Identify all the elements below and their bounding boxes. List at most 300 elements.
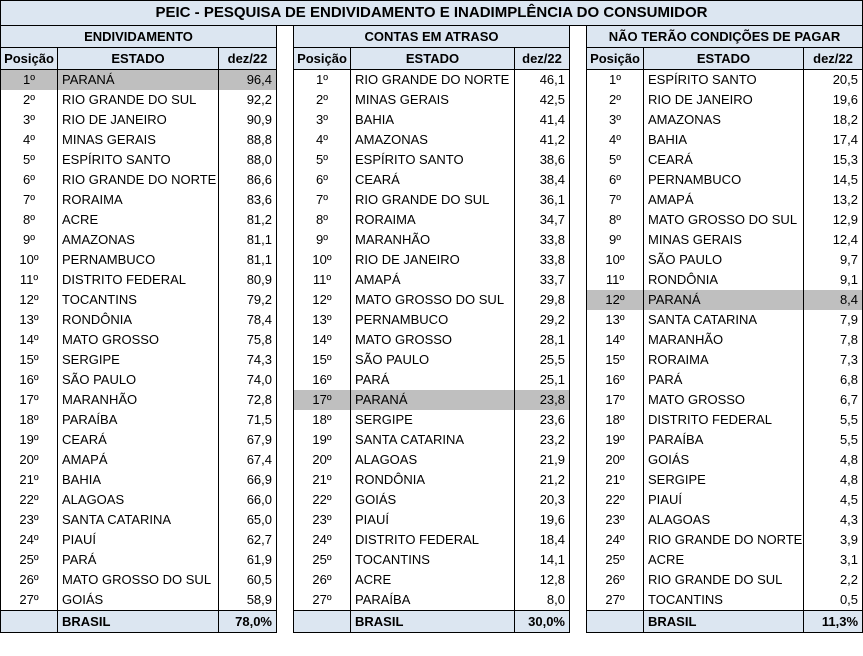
table-row (587, 390, 863, 410)
state-cell: GOIÁS (351, 490, 515, 510)
rank-cell: 22º (294, 490, 351, 510)
state-cell: TOCANTINS (58, 290, 219, 310)
state-cell: BAHIA (58, 470, 219, 490)
rank-cell: 27º (1, 590, 58, 611)
table-row (294, 250, 570, 270)
table-row (587, 310, 863, 330)
state-cell: RIO DE JANEIRO (644, 90, 804, 110)
table-row (294, 150, 570, 170)
column-header-state: ESTADO (351, 48, 515, 70)
table-row (294, 270, 570, 290)
rank-cell: 21º (1, 470, 58, 490)
rank-cell: 15º (587, 350, 644, 370)
value-cell: 8,0 (515, 590, 570, 611)
rank-cell: 26º (294, 570, 351, 590)
value-cell: 58,9 (219, 590, 277, 611)
value-cell: 3,9 (804, 530, 863, 550)
value-cell: 25,5 (515, 350, 570, 370)
rank-cell: 25º (1, 550, 58, 570)
table-row (294, 330, 570, 350)
table-nao-terao-condicoes (586, 25, 863, 633)
state-cell: PARANÁ (351, 390, 515, 410)
value-cell: 7,3 (804, 350, 863, 370)
table-row (1, 90, 277, 110)
value-cell: 65,0 (219, 510, 277, 530)
state-cell: PARANÁ (644, 290, 804, 310)
value-cell: 3,1 (804, 550, 863, 570)
state-cell: PARAÍBA (58, 410, 219, 430)
value-cell: 90,9 (219, 110, 277, 130)
value-cell: 83,6 (219, 190, 277, 210)
table-row (294, 530, 570, 550)
rank-cell: 24º (1, 530, 58, 550)
state-cell: SÃO PAULO (351, 350, 515, 370)
state-cell: AMAPÁ (644, 190, 804, 210)
column-header-value: dez/22 (515, 48, 570, 70)
table-row (294, 370, 570, 390)
table-row (1, 310, 277, 330)
value-cell: 81,2 (219, 210, 277, 230)
rank-cell: 12º (294, 290, 351, 310)
rank-cell: 17º (294, 390, 351, 410)
table-row (1, 190, 277, 210)
value-cell: 74,0 (219, 370, 277, 390)
rank-cell: 22º (1, 490, 58, 510)
rank-cell: 19º (294, 430, 351, 450)
state-cell: GOIÁS (644, 450, 804, 470)
table-row (587, 210, 863, 230)
table-row (294, 230, 570, 250)
rank-cell: 3º (1, 110, 58, 130)
state-cell: AMAZONAS (644, 110, 804, 130)
table-row (294, 110, 570, 130)
value-cell: 66,0 (219, 490, 277, 510)
value-cell: 36,1 (515, 190, 570, 210)
table-row (587, 350, 863, 370)
rank-cell: 18º (294, 410, 351, 430)
value-cell: 18,4 (515, 530, 570, 550)
state-cell: SÃO PAULO (644, 250, 804, 270)
table-row (587, 230, 863, 250)
table-row (1, 290, 277, 310)
table-row (1, 210, 277, 230)
value-cell: 34,7 (515, 210, 570, 230)
rank-cell: 14º (1, 330, 58, 350)
state-cell: MARANHÃO (644, 330, 804, 350)
total-spacer (1, 611, 58, 633)
state-cell: DISTRITO FEDERAL (58, 270, 219, 290)
table-row (587, 470, 863, 490)
total-label: BRASIL (58, 611, 219, 633)
rank-cell: 21º (587, 470, 644, 490)
state-cell: CEARÁ (644, 150, 804, 170)
table-row (587, 490, 863, 510)
rank-cell: 9º (294, 230, 351, 250)
rank-cell: 1º (294, 70, 351, 91)
state-cell: RIO GRANDE DO SUL (644, 570, 804, 590)
state-cell: SANTA CATARINA (351, 430, 515, 450)
rank-cell: 15º (294, 350, 351, 370)
state-cell: PIAUÍ (644, 490, 804, 510)
value-cell: 19,6 (804, 90, 863, 110)
table-row (1, 510, 277, 530)
value-cell: 21,2 (515, 470, 570, 490)
value-cell: 18,2 (804, 110, 863, 130)
table-row (294, 410, 570, 430)
value-cell: 61,9 (219, 550, 277, 570)
rank-cell: 7º (1, 190, 58, 210)
rank-cell: 7º (294, 190, 351, 210)
rank-cell: 25º (587, 550, 644, 570)
table-row (294, 190, 570, 210)
value-cell: 14,1 (515, 550, 570, 570)
rank-cell: 17º (1, 390, 58, 410)
rank-cell: 13º (294, 310, 351, 330)
column-header-state: ESTADO (58, 48, 219, 70)
value-cell: 12,9 (804, 210, 863, 230)
rank-cell: 2º (1, 90, 58, 110)
value-cell: 66,9 (219, 470, 277, 490)
rank-cell: 6º (587, 170, 644, 190)
state-cell: ALAGOAS (58, 490, 219, 510)
state-cell: ACRE (351, 570, 515, 590)
column-header-value: dez/22 (219, 48, 277, 70)
table-row (587, 110, 863, 130)
state-cell: GOIÁS (58, 590, 219, 611)
rank-cell: 27º (587, 590, 644, 611)
state-cell: RORAIMA (58, 190, 219, 210)
state-cell: AMAPÁ (351, 270, 515, 290)
report-title: PEIC - PESQUISA DE ENDIVIDAMENTO E INADIMPLÊNCIA DO CONSUMIDOR (0, 0, 863, 26)
table-row (587, 530, 863, 550)
state-cell: SANTA CATARINA (644, 310, 804, 330)
state-cell: CEARÁ (58, 430, 219, 450)
table-row (587, 410, 863, 430)
table-row (294, 430, 570, 450)
rank-cell: 16º (294, 370, 351, 390)
rank-cell: 13º (587, 310, 644, 330)
state-cell: ESPÍRITO SANTO (58, 150, 219, 170)
value-cell: 6,7 (804, 390, 863, 410)
state-cell: MINAS GERAIS (351, 90, 515, 110)
value-cell: 60,5 (219, 570, 277, 590)
state-cell: RIO DE JANEIRO (58, 110, 219, 130)
table-row (587, 570, 863, 590)
value-cell: 8,4 (804, 290, 863, 310)
value-cell: 62,7 (219, 530, 277, 550)
table-row (587, 550, 863, 570)
value-cell: 88,0 (219, 150, 277, 170)
state-cell: AMAZONAS (58, 230, 219, 250)
rank-cell: 23º (1, 510, 58, 530)
table-row (1, 530, 277, 550)
table-row (587, 290, 863, 310)
state-cell: PERNAMBUCO (644, 170, 804, 190)
state-cell: MARANHÃO (351, 230, 515, 250)
rank-cell: 16º (587, 370, 644, 390)
table-row (1, 410, 277, 430)
state-cell: RONDÔNIA (58, 310, 219, 330)
column-header-position: Posição (294, 48, 351, 70)
value-cell: 23,6 (515, 410, 570, 430)
state-cell: SANTA CATARINA (58, 510, 219, 530)
state-cell: MINAS GERAIS (644, 230, 804, 250)
state-cell: RORAIMA (351, 210, 515, 230)
value-cell: 72,8 (219, 390, 277, 410)
table-row (1, 230, 277, 250)
state-cell: PERNAMBUCO (351, 310, 515, 330)
table-row (1, 550, 277, 570)
table-row (294, 510, 570, 530)
table-row (1, 370, 277, 390)
rank-cell: 12º (587, 290, 644, 310)
value-cell: 2,2 (804, 570, 863, 590)
value-cell: 13,2 (804, 190, 863, 210)
rank-cell: 25º (294, 550, 351, 570)
table-row (587, 250, 863, 270)
column-header-value: dez/22 (804, 48, 863, 70)
state-cell: RIO GRANDE DO NORTE (644, 530, 804, 550)
table-row (1, 150, 277, 170)
rank-cell: 9º (1, 230, 58, 250)
rank-cell: 8º (294, 210, 351, 230)
state-cell: RONDÔNIA (351, 470, 515, 490)
value-cell: 88,8 (219, 130, 277, 150)
state-cell: SERGIPE (58, 350, 219, 370)
column-header-position: Posição (587, 48, 644, 70)
state-cell: PARAÍBA (351, 590, 515, 611)
table-row (587, 370, 863, 390)
state-cell: AMAZONAS (351, 130, 515, 150)
table-row (294, 210, 570, 230)
rank-cell: 26º (1, 570, 58, 590)
table-row (294, 550, 570, 570)
state-cell: MATO GROSSO DO SUL (644, 210, 804, 230)
state-cell: RIO GRANDE DO SUL (351, 190, 515, 210)
state-cell: MATO GROSSO DO SUL (351, 290, 515, 310)
value-cell: 23,8 (515, 390, 570, 410)
value-cell: 7,9 (804, 310, 863, 330)
rank-cell: 6º (1, 170, 58, 190)
rank-cell: 1º (587, 70, 644, 91)
rank-cell: 4º (587, 130, 644, 150)
value-cell: 20,5 (804, 70, 863, 91)
state-cell: RIO DE JANEIRO (351, 250, 515, 270)
table-row (587, 450, 863, 470)
state-cell: ACRE (644, 550, 804, 570)
value-cell: 5,5 (804, 410, 863, 430)
value-cell: 42,5 (515, 90, 570, 110)
value-cell: 17,4 (804, 130, 863, 150)
state-cell: ALAGOAS (644, 510, 804, 530)
total-spacer (587, 611, 644, 633)
table-row (294, 70, 570, 91)
state-cell: MARANHÃO (58, 390, 219, 410)
rank-cell: 2º (587, 90, 644, 110)
table-row (294, 310, 570, 330)
rank-cell: 10º (1, 250, 58, 270)
rank-cell: 20º (587, 450, 644, 470)
state-cell: ACRE (58, 210, 219, 230)
total-value: 11,3% (804, 611, 863, 633)
state-cell: MATO GROSSO (644, 390, 804, 410)
value-cell: 41,4 (515, 110, 570, 130)
value-cell: 38,6 (515, 150, 570, 170)
table-heading: ENDIVIDAMENTO (1, 26, 277, 48)
state-cell: PIAUÍ (351, 510, 515, 530)
value-cell: 80,9 (219, 270, 277, 290)
value-cell: 41,2 (515, 130, 570, 150)
value-cell: 9,7 (804, 250, 863, 270)
table-row (1, 450, 277, 470)
rank-cell: 6º (294, 170, 351, 190)
rank-cell: 5º (1, 150, 58, 170)
table-row (294, 590, 570, 611)
value-cell: 78,4 (219, 310, 277, 330)
rank-cell: 22º (587, 490, 644, 510)
total-value: 30,0% (515, 611, 570, 633)
rank-cell: 10º (294, 250, 351, 270)
state-cell: RIO GRANDE DO NORTE (58, 170, 219, 190)
table-row (294, 450, 570, 470)
value-cell: 6,8 (804, 370, 863, 390)
value-cell: 0,5 (804, 590, 863, 611)
total-label: BRASIL (351, 611, 515, 633)
table-row (587, 190, 863, 210)
column-header-position: Posição (1, 48, 58, 70)
value-cell: 79,2 (219, 290, 277, 310)
table-row (294, 490, 570, 510)
value-cell: 4,8 (804, 470, 863, 490)
table-row (587, 170, 863, 190)
table-row (294, 90, 570, 110)
state-cell: ESPÍRITO SANTO (644, 70, 804, 91)
value-cell: 5,5 (804, 430, 863, 450)
table-row (587, 150, 863, 170)
state-cell: PARÁ (58, 550, 219, 570)
value-cell: 74,3 (219, 350, 277, 370)
rank-cell: 20º (294, 450, 351, 470)
table-row (1, 390, 277, 410)
value-cell: 21,9 (515, 450, 570, 470)
table-row (587, 70, 863, 91)
table-row (294, 170, 570, 190)
table-row (587, 430, 863, 450)
value-cell: 12,8 (515, 570, 570, 590)
table-row (1, 430, 277, 450)
state-cell: MATO GROSSO (58, 330, 219, 350)
value-cell: 23,2 (515, 430, 570, 450)
rank-cell: 11º (1, 270, 58, 290)
value-cell: 7,8 (804, 330, 863, 350)
total-label: BRASIL (644, 611, 804, 633)
table-row (294, 390, 570, 410)
value-cell: 4,8 (804, 450, 863, 470)
table-row (1, 170, 277, 190)
state-cell: RIO GRANDE DO SUL (58, 90, 219, 110)
state-cell: BAHIA (351, 110, 515, 130)
table-row (587, 130, 863, 150)
table-row (587, 330, 863, 350)
table-row (1, 570, 277, 590)
value-cell: 86,6 (219, 170, 277, 190)
rank-cell: 14º (294, 330, 351, 350)
rank-cell: 27º (294, 590, 351, 611)
value-cell: 28,1 (515, 330, 570, 350)
value-cell: 12,4 (804, 230, 863, 250)
table-row (1, 470, 277, 490)
rank-cell: 10º (587, 250, 644, 270)
rank-cell: 21º (294, 470, 351, 490)
value-cell: 4,5 (804, 490, 863, 510)
value-cell: 19,6 (515, 510, 570, 530)
state-cell: BAHIA (644, 130, 804, 150)
rank-cell: 13º (1, 310, 58, 330)
value-cell: 33,8 (515, 250, 570, 270)
table-row (1, 110, 277, 130)
table-endividamento (0, 25, 277, 633)
value-cell: 46,1 (515, 70, 570, 91)
value-cell: 15,3 (804, 150, 863, 170)
rank-cell: 8º (1, 210, 58, 230)
rank-cell: 18º (587, 410, 644, 430)
table-row (1, 70, 277, 91)
value-cell: 33,7 (515, 270, 570, 290)
value-cell: 29,8 (515, 290, 570, 310)
state-cell: CEARÁ (351, 170, 515, 190)
rank-cell: 9º (587, 230, 644, 250)
rank-cell: 23º (587, 510, 644, 530)
state-cell: RORAIMA (644, 350, 804, 370)
value-cell: 81,1 (219, 230, 277, 250)
value-cell: 67,9 (219, 430, 277, 450)
value-cell: 9,1 (804, 270, 863, 290)
rank-cell: 18º (1, 410, 58, 430)
rank-cell: 3º (587, 110, 644, 130)
rank-cell: 5º (587, 150, 644, 170)
table-row (1, 590, 277, 611)
rank-cell: 12º (1, 290, 58, 310)
state-cell: RIO GRANDE DO NORTE (351, 70, 515, 91)
value-cell: 25,1 (515, 370, 570, 390)
table-row (1, 250, 277, 270)
table-row (294, 350, 570, 370)
table-row (294, 130, 570, 150)
table-heading: NÃO TERÃO CONDIÇÕES DE PAGAR (587, 26, 863, 48)
value-cell: 33,8 (515, 230, 570, 250)
value-cell: 38,4 (515, 170, 570, 190)
rank-cell: 14º (587, 330, 644, 350)
total-value: 78,0% (219, 611, 277, 633)
state-cell: TOCANTINS (644, 590, 804, 611)
rank-cell: 26º (587, 570, 644, 590)
total-spacer (294, 611, 351, 633)
table-row (1, 490, 277, 510)
rank-cell: 1º (1, 70, 58, 91)
rank-cell: 24º (587, 530, 644, 550)
rank-cell: 16º (1, 370, 58, 390)
rank-cell: 15º (1, 350, 58, 370)
state-cell: RONDÔNIA (644, 270, 804, 290)
state-cell: MATO GROSSO DO SUL (58, 570, 219, 590)
state-cell: ALAGOAS (351, 450, 515, 470)
state-cell: PARAÍBA (644, 430, 804, 450)
rank-cell: 20º (1, 450, 58, 470)
value-cell: 14,5 (804, 170, 863, 190)
state-cell: DISTRITO FEDERAL (644, 410, 804, 430)
value-cell: 20,3 (515, 490, 570, 510)
table-row (587, 510, 863, 530)
